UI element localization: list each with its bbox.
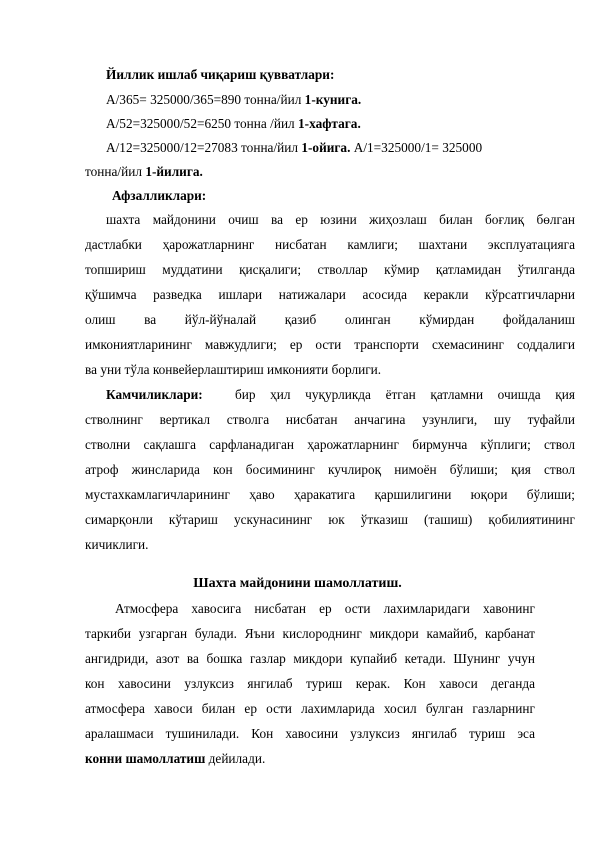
ventilation-line: Атмосфера хавосига нисбатан ер ости лахимларидаги хавонинг [115, 601, 535, 616]
advantages-line: имкониятларининг мавжудлиги; ер ости транспорти схемасининг соддалиги [85, 337, 575, 352]
formula-monthly: А/12=325000/12=27083 тонна/йил 1-ойига. А/1=325000/1= 325000 [106, 140, 483, 155]
ventilation-line: кон хавосини узлуксиз янгилаб туриш керак. Кон хавоси деганда [85, 676, 535, 691]
ventilation-line: аралашмаси тушинилади. Кон хавосини узлуксиз янгилаб туриш эса [85, 726, 535, 741]
disadvantages-line: стволнинг вертикал стволга нисбатан анчагина узунлиги, шу туфайли [85, 412, 575, 427]
ventilation-heading: Шахта майдонини шамоллатиш. [193, 576, 402, 591]
ventilation-line: ангидриди, азот ва бошка газлар микдори купайиб кетади. Шунинг учун [85, 651, 535, 666]
formula-weekly: А/52=325000/52=6250 тонна /йил 1-хафтага. [106, 116, 361, 131]
formula-yearly: тонна/йил 1-йилига. [85, 164, 203, 179]
disadvantages-first-line: Камчиликлари: бир ҳил чуқурликда ётган қатламни очишда қия [106, 387, 575, 402]
advantages-line: шахта майдонини очиш ва ер юзини жиҳозлаш билан боғлиқ бөлган [106, 212, 575, 227]
disadvantages-line: мустахкамлагичларининг ҳаво ҳаракатига қаршилигини юқори бўлиши; [85, 487, 575, 502]
capacity-heading: Йиллик ишлаб чиқариш қувватлари: [106, 67, 335, 82]
disadvantages-line: симарқонли кўтариш ускунасининг юк ўтказиш (ташиш) қобилиятининг [85, 512, 575, 527]
advantages-line: олиш ва йўл-йўналай қазиб олинган кўмирдан фойдаланиш [85, 312, 575, 327]
formula-daily: А/365= 325000/365=890 тонна/йил 1-кунига. [106, 92, 362, 107]
advantages-line: топшириш муддатини қисқалиги; стволлар кўмир қатламидан ўтилганда [85, 262, 575, 277]
advantages-line: ва уни тўла конвейерлаштириш имконияти борлиги. [85, 362, 382, 377]
disadvantages-heading: Камчиликлари: [106, 387, 203, 402]
advantages-heading: Афзалликлари: [112, 188, 207, 203]
advantages-line: қўшимча разведка ишлари натижалари асосида керакли кўрсатгичларни [85, 287, 575, 302]
disadvantages-line: атроф жинсларида кон босимининг кучлироқ нимоён бўлиши; қия ствол [85, 462, 575, 477]
ventilation-line: таркиби узгарган булади. Яъни кислороднинг микдори камайиб, карбанат [85, 626, 535, 641]
disadvantages-line: стволни сақлашга сарфланадиган ҳарожатларнинг бирмунча кўплиги; ствол [85, 437, 575, 452]
disadvantages-line: кичиклиги. [85, 537, 149, 552]
advantages-line: дастлабки ҳарожатларнинг нисбатан камлиги; шахтани эксплуатацияга [85, 237, 575, 252]
ventilation-last-line: конни шамоллатиш дейилади. [85, 751, 266, 766]
ventilation-line: атмосфера хавоси билан ер ости лахимларида хосил булган газларнинг [85, 701, 535, 716]
